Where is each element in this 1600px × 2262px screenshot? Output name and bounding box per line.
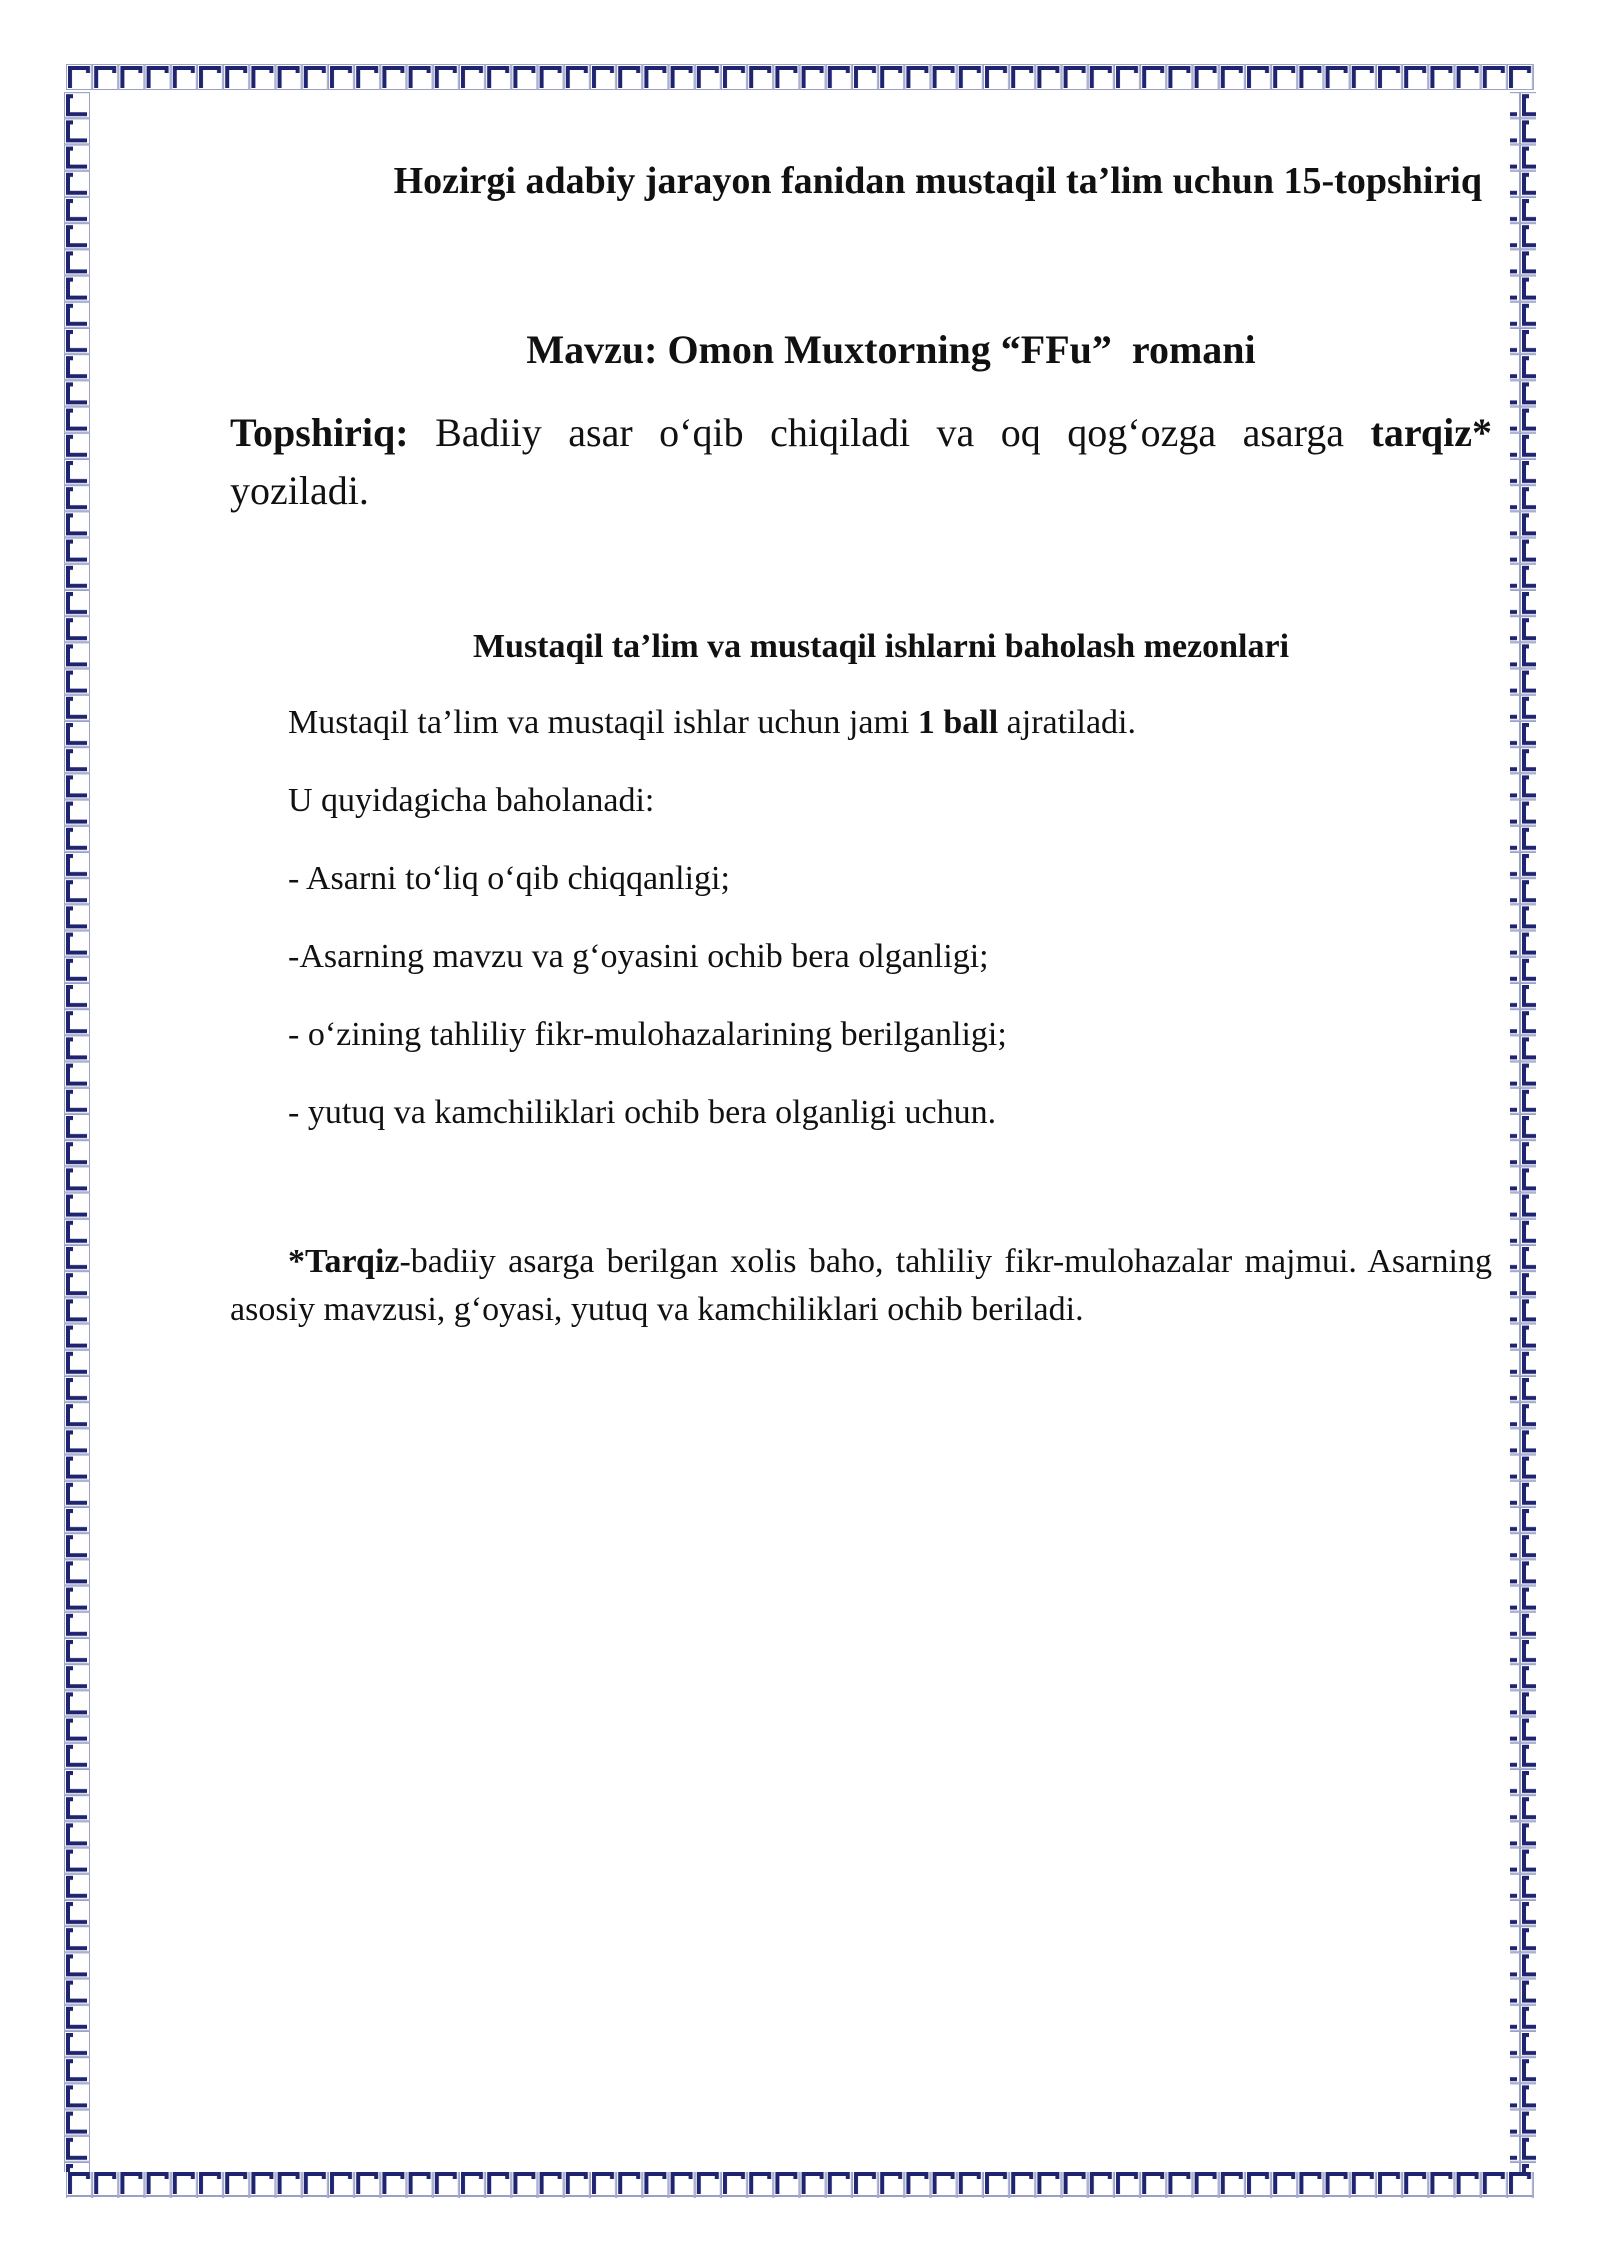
task-text: Badiiy asar o‘qib chiqiladi va oq qog‘ozga asarga (435, 410, 1345, 455)
criteria-item: - yutuq va kamchiliklari ochib bera olganligi uchun. (288, 1094, 997, 1131)
task-paragraph (230, 404, 1492, 520)
criteria-heading: Mustaqil ta’lim va mustaqil ishlarni baholash mezonlari (472, 628, 1290, 665)
topic-text: Omon Muxtorning “FFu” romani (667, 327, 1256, 372)
footnote-paragraph (230, 1238, 1492, 1334)
task-text-end: yoziladi. (230, 468, 369, 513)
criteria-item: -Asarning mavzu va g‘oyasini ochib bera olganligi; (288, 938, 989, 975)
criteria-subheading: U quyidagicha baholanadi: (288, 782, 655, 819)
criteria-intro-end: ajratiladi. (1006, 704, 1136, 741)
task-label: Topshiriq: (230, 410, 409, 455)
criteria-item: - o‘zining tahliliy fikr-mulohazalarining berilganligi; (288, 1016, 1007, 1053)
document-title: Hozirgi adabiy jarayon fanidan mustaqil ta’lim uchun 15-topshiriq (393, 160, 1482, 202)
criteria-points: 1 ball (917, 704, 999, 741)
criteria-item: - Asarni to‘liq o‘qib chiqqanligi; (288, 860, 730, 897)
criteria-intro-text: Mustaqil ta’lim va mustaqil ishlar uchun jami (288, 704, 910, 741)
topic-line (230, 326, 1492, 374)
footnote-text: -badiiy asarga berilgan xolis baho, tahliliy fikr-mulohazalar majmui. Asarning asosiy mavzusi, g‘oyasi, yutuq va kamchiliklari ochib beriladi. (230, 1243, 1492, 1328)
task-bold-term: tarqiz* (1370, 410, 1493, 455)
topic-label: Mavzu: (526, 327, 658, 372)
footnote-term: *Tarqiz (288, 1243, 400, 1280)
criteria-intro (288, 702, 1136, 744)
